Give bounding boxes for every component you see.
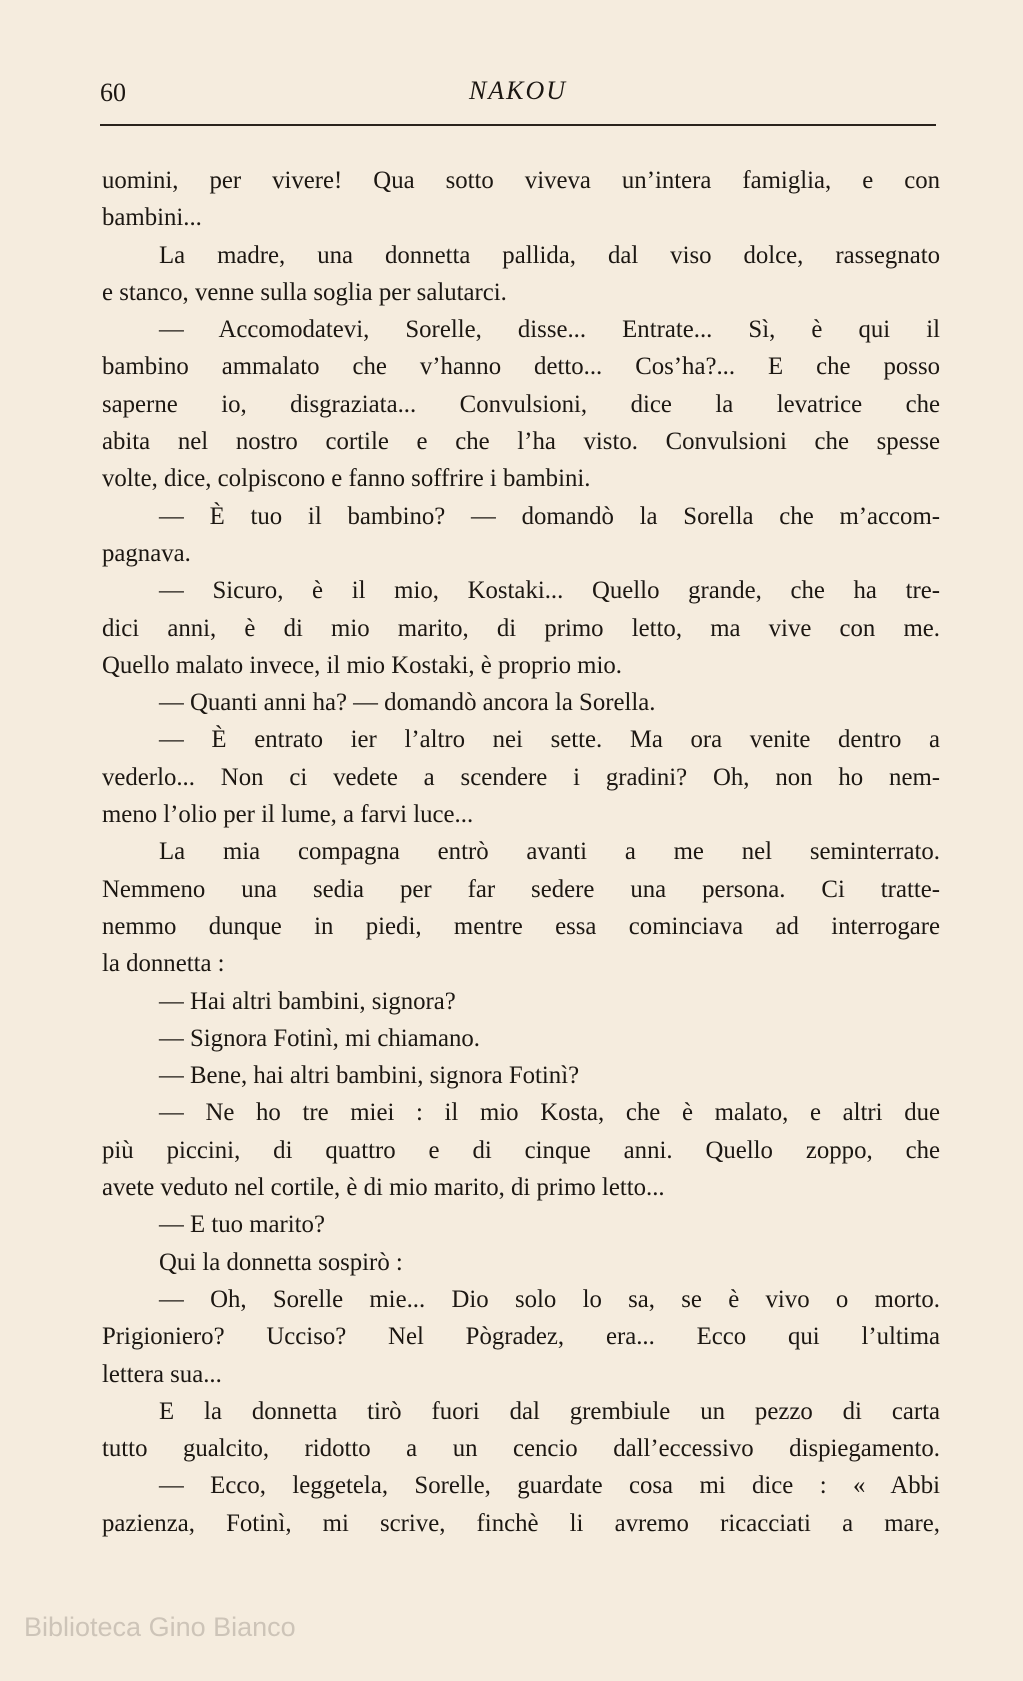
text-line: nemmo dunque in piedi, mentre essa cominciava ad interrogare <box>102 912 940 940</box>
text-line: Quello malato invece, il mio Kostaki, è proprio mio. <box>102 651 622 679</box>
library-watermark: Biblioteca Gino Bianco <box>24 1612 296 1642</box>
text-line: Qui la donnetta sospirò : <box>159 1248 403 1276</box>
page-header <box>100 72 936 112</box>
text-line: — Bene, hai altri bambini, signora Fotinì? <box>159 1062 580 1090</box>
text-line: — Ne ho tre miei : il mio Kosta, che è malato, e altri due <box>159 1099 940 1127</box>
text-line: — Sicuro, è il mio, Kostaki... Quello grande, che ha tre- <box>159 577 940 605</box>
text-line: saperne io, disgraziata... Convulsioni, dice la levatrice che <box>102 390 940 418</box>
header-rule <box>100 124 936 126</box>
text-line: tutto gualcito, ridotto a un cencio dall’eccessivo dispiegamento. <box>102 1435 940 1463</box>
text-line: — Quanti anni ha? — domandò ancora la Sorella. <box>159 689 656 717</box>
text-line: — È tuo il bambino? — domandò la Sorella che m’accom- <box>159 502 940 530</box>
text-line: lettera sua... <box>102 1360 222 1388</box>
text-line: meno l’olio per il lume, a farvi luce... <box>102 801 474 829</box>
text-line: — È entrato ier l’altro nei sette. Ma ora venite dentro a <box>159 726 940 754</box>
text-line: pazienza, Fotinì, mi scrive, finchè li avremo ricacciati a mare, <box>102 1509 940 1537</box>
text-line: avete veduto nel cortile, è di mio marito, di primo letto... <box>102 1174 665 1202</box>
text-line: bambino ammalato che v’hanno detto... Cos’ha?... E che posso <box>102 353 940 381</box>
text-line: — Accomodatevi, Sorelle, disse... Entrate... Sì, è qui il <box>159 316 940 344</box>
text-line: — Signora Fotinì, mi chiamano. <box>159 1024 480 1052</box>
text-line: Prigioniero? Ucciso? Nel Pògradez, era... Ecco qui l’ultima <box>102 1323 940 1351</box>
text-line: La mia compagna entrò avanti a me nel seminterrato. <box>159 838 940 866</box>
text-line: volte, dice, colpiscono e fanno soffrire i bambini. <box>102 465 591 493</box>
text-line: — E tuo marito? <box>159 1211 325 1239</box>
text-line: E la donnetta tirò fuori dal grembiule un pezzo di carta <box>159 1397 940 1425</box>
text-line: abita nel nostro cortile e che l’ha visto. Convulsioni che spesse <box>102 428 940 456</box>
text-line: più piccini, di quattro e di cinque anni. Quello zoppo, che <box>102 1136 940 1164</box>
text-line: dici anni, è di mio marito, di primo letto, ma vive con me. <box>102 614 940 642</box>
text-line: la donnetta : <box>102 950 225 978</box>
text-line: pagnava. <box>102 539 191 567</box>
text-line: Nemmeno una sedia per far sedere una persona. Ci tratte- <box>102 875 940 903</box>
text-line: — Ecco, leggetela, Sorelle, guardate cosa mi dice : « Abbi <box>159 1472 940 1500</box>
text-line: La madre, una donnetta pallida, dal viso dolce, rassegnato <box>159 241 940 269</box>
text-line: bambini... <box>102 204 202 232</box>
text-line: e stanco, venne sulla soglia per salutarci. <box>102 278 507 306</box>
text-line: vederlo... Non ci vedete a scendere i gradini? Oh, non ho nem- <box>102 763 940 791</box>
text-line: — Oh, Sorelle mie... Dio solo lo sa, se è vivo o morto. <box>159 1285 940 1313</box>
page-number: 60 <box>100 78 126 107</box>
text-line: uomini, per vivere! Qua sotto viveva un’intera famiglia, e con <box>102 167 940 194</box>
text-line: — Hai altri bambini, signora? <box>159 987 456 1015</box>
body-text <box>102 162 940 1542</box>
running-title: NAKOU <box>468 76 568 105</box>
